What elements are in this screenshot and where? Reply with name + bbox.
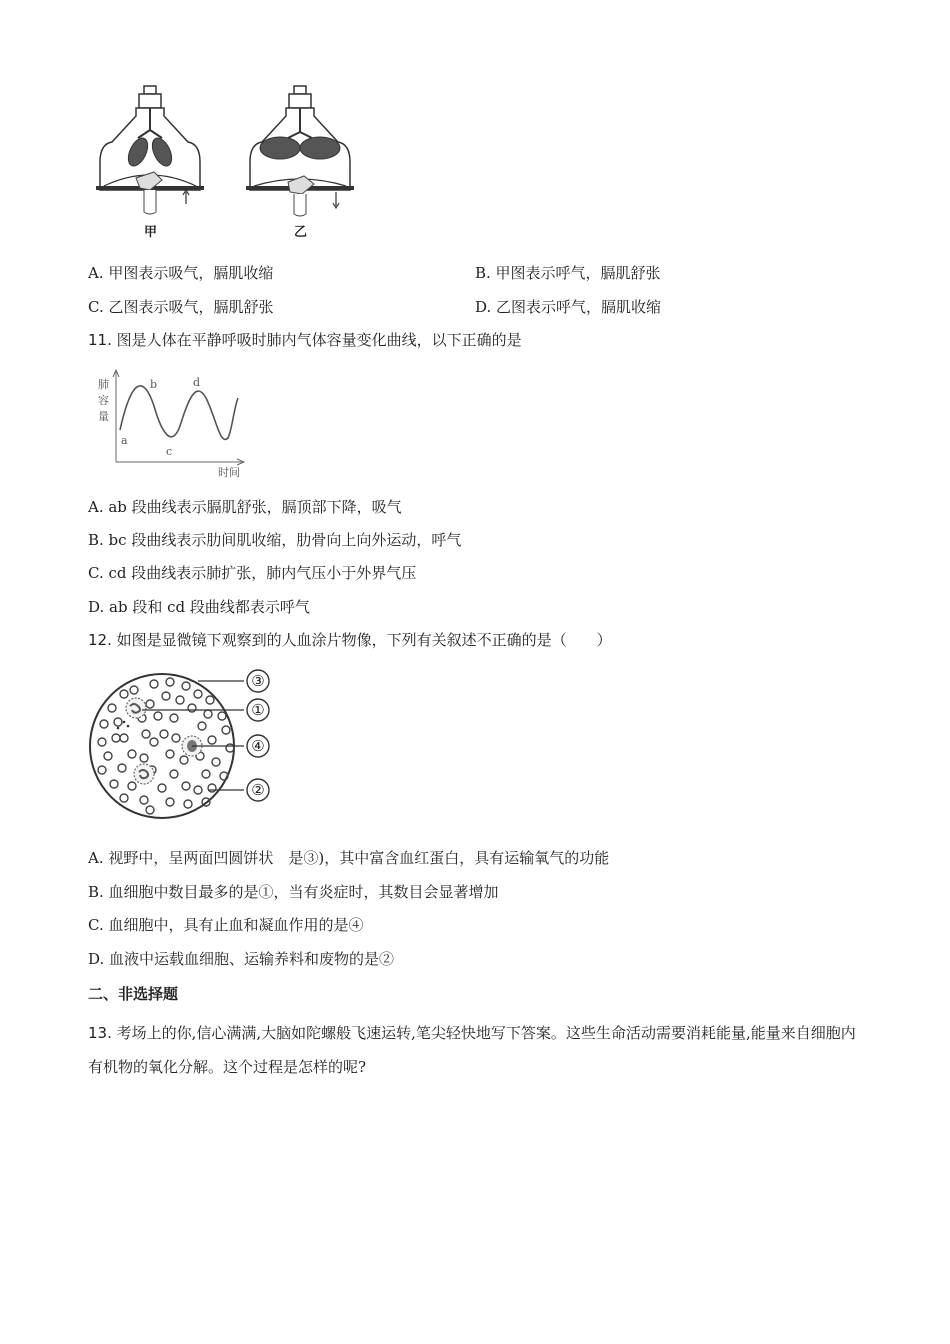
graph-point-b: b bbox=[150, 378, 158, 391]
q12-option-b[interactable]: B. 血细胞中数目最多的是①，当有炎症时，其数目会显著增加 bbox=[88, 883, 499, 901]
q12-option-c[interactable]: C. 血细胞中，具有止血和凝血作用的是④ bbox=[88, 916, 364, 934]
q11-number: 11 bbox=[88, 331, 108, 349]
q11-question bbox=[88, 330, 522, 350]
section-title: 二、非选择题 bbox=[88, 985, 179, 1003]
white-blood-cell-3 bbox=[134, 764, 154, 784]
q11-stem: . 图是人体在平静呼吸时肺内气体容量变化曲线，以下正确的是 bbox=[107, 331, 522, 349]
q10-option-a[interactable]: A. 甲图表示吸气，膈肌收缩 bbox=[88, 264, 274, 282]
q11-option-a[interactable]: A. ab 段曲线表示膈肌舒张，膈顶部下降，吸气 bbox=[88, 498, 402, 516]
graph-ylabel-1: 肺 bbox=[98, 378, 109, 391]
graph-ylabel-2: 容 bbox=[98, 394, 109, 407]
q13-question bbox=[88, 1016, 868, 1084]
smear-label-1: ① bbox=[251, 701, 265, 719]
bell-jar-left bbox=[96, 86, 204, 214]
smear-label-2: ② bbox=[251, 781, 265, 799]
q13-number: 13 bbox=[88, 1024, 108, 1042]
blood-smear-figure bbox=[88, 664, 278, 828]
graph-xlabel: 时间 bbox=[218, 466, 240, 479]
q12-stem: . 如图是显微镜下观察到的人血涂片物像，下列有关叙述不正确的是（ ） bbox=[107, 631, 612, 649]
smear-label-4: ④ bbox=[251, 737, 265, 755]
q12-option-d[interactable]: D. 血液中运载血细胞、运输养料和废物的是② bbox=[88, 950, 395, 968]
q13-text: . 考场上的你,信心满满,大脑如陀螺般飞速运转,笔尖轻快地写下答案。这些生命活动需要消耗能量,能量来自细胞内有机物的氧化分解。这个过程是怎样的呢? bbox=[88, 1024, 856, 1076]
graph-point-a: a bbox=[121, 434, 128, 447]
q10-option-d[interactable]: D. 乙图表示呼气，膈肌收缩 bbox=[475, 298, 662, 316]
graph-point-c: c bbox=[166, 445, 173, 458]
q11-option-c[interactable]: C. cd 段曲线表示肺扩张，肺内气压小于外界气压 bbox=[88, 564, 417, 582]
smear-label-3: ③ bbox=[251, 672, 265, 690]
q10-option-c[interactable]: C. 乙图表示吸气，膈肌舒张 bbox=[88, 298, 274, 316]
lung-volume-graph bbox=[92, 368, 252, 480]
q12-question bbox=[88, 630, 612, 650]
bell-jar-right bbox=[246, 86, 354, 216]
graph-point-d: d bbox=[193, 376, 201, 389]
q10-option-b[interactable]: B. 甲图表示呼气，膈肌舒张 bbox=[475, 264, 661, 282]
bell-jar-figure bbox=[92, 82, 372, 242]
graph-ylabel-3: 量 bbox=[98, 410, 109, 423]
bell-jar-label-right: 乙 bbox=[294, 225, 308, 240]
q11-option-d[interactable]: D. ab 段和 cd 段曲线都表示呼气 bbox=[88, 598, 310, 616]
white-blood-cell-1 bbox=[126, 698, 146, 718]
q12-option-a[interactable]: A. 视野中，呈两面凹圆饼状 是③)，其中富含血红蛋白，具有运输氧气的功能 bbox=[88, 849, 610, 867]
q11-option-b[interactable]: B. bc 段曲线表示肋间肌收缩，肋骨向上向外运动，呼气 bbox=[88, 531, 462, 549]
bell-jar-label-left: 甲 bbox=[144, 225, 158, 240]
q12-number: 12 bbox=[88, 631, 108, 649]
